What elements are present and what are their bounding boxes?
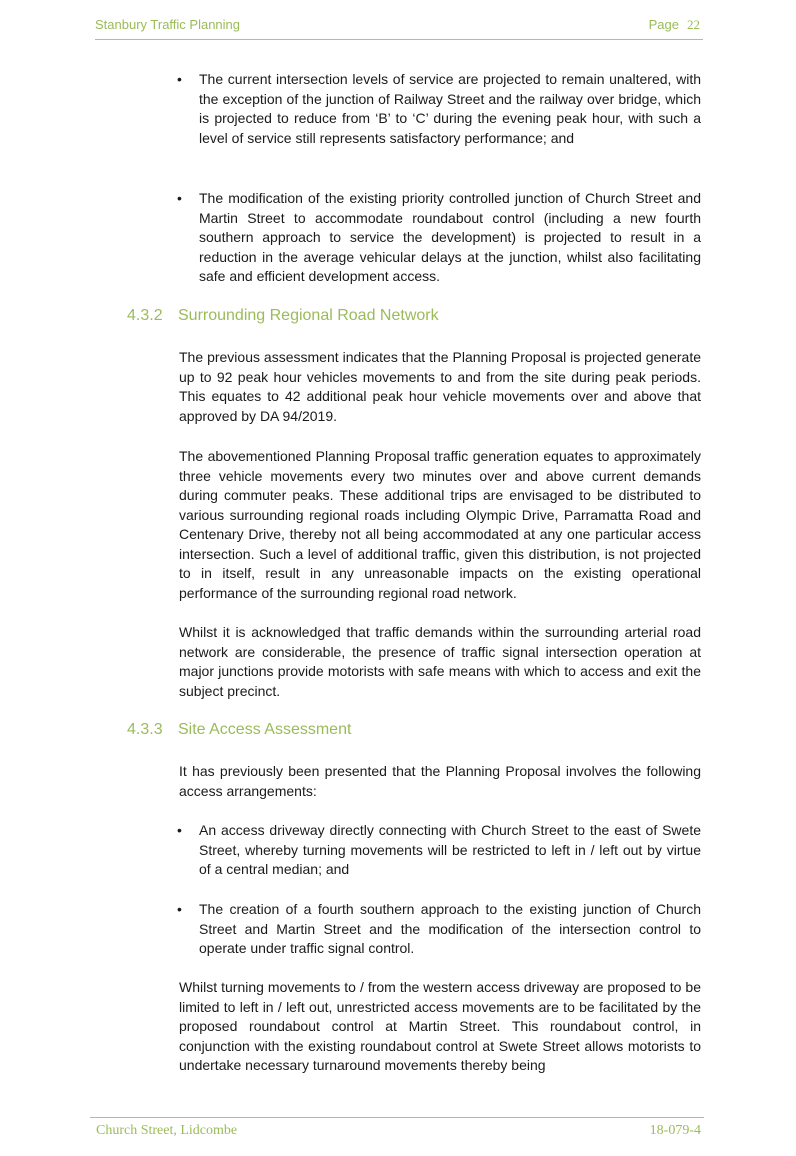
section-title: Surrounding Regional Road Network (178, 307, 439, 324)
bullet-marker: • (177, 71, 182, 87)
header-company: Stanbury Traffic Planning (95, 17, 241, 32)
bullet-item: The current intersection levels of service are projected to remain unaltered, with the exception of the junction of Railway Street and the railway over bridge, which is projected to reduce from ‘B’ to ‘C’ during the evening peak hour, with such a level of service still represents satisfactory performance; and (199, 71, 701, 146)
footer-reference: 18-079-4 (649, 1123, 701, 1138)
section-number: 4.3.2 (127, 307, 163, 324)
section-heading-4-3-2 (127, 307, 439, 325)
bullet-item: An access driveway directly connecting with Church Street to the east of Swete Street, whereby turning movements will be restricted to left in / left out by virtue of a central median; and (199, 822, 701, 878)
paragraph: The previous assessment indicates that the Planning Proposal is projected generate up to 92 peak hour vehicles movements to and from the site during peak periods. This equates to 42 additional peak hour vehicle movements over and above that approved by DA 94/2019. (179, 349, 701, 424)
footer-location: Church Street, Lidcombe (96, 1123, 238, 1138)
paragraph: Whilst it is acknowledged that traffic demands within the surrounding arterial road network are considerable, the presence of traffic signal intersection operation at major junctions provide motorists with safe means with which to access and exit the subject precinct. (179, 624, 701, 699)
page-footer (90, 1117, 704, 1142)
header-page-label: Page (648, 17, 679, 32)
page-header (95, 17, 703, 40)
section-heading-4-3-3 (127, 721, 351, 739)
section-number: 4.3.3 (127, 721, 163, 738)
paragraph: Whilst turning movements to / from the western access driveway are proposed to be limited to left in / left out, unrestricted access movements are to be facilitated by the proposed roundabout control at Martin Street. This roundabout control, in conjunction with the existing roundabout control at Swete Street allows motorists to undertake necessary turnaround movements thereby being (179, 979, 701, 1073)
bullet-marker: • (177, 901, 182, 917)
paragraph: It has previously been presented that the Planning Proposal involves the following access arrangements: (179, 763, 701, 799)
bullet-marker: • (177, 822, 182, 838)
bullet-item: The creation of a fourth southern approach to the existing junction of Church Street and Martin Street and the modification of the intersection control to operate under traffic signal control. (199, 901, 701, 957)
header-page (649, 17, 700, 33)
paragraph: The abovementioned Planning Proposal traffic generation equates to approximately three vehicle movements every two minutes over and above current demands during commuter peaks. These additional trips are envisaged to be distributed to various surrounding regional roads including Olympic Drive, Parramatta Road and Centenary Drive, thereby not all being accommodated at any one particular access intersection. Such a level of additional traffic, given this distribution, is not projected to in itself, result in any unreasonable impacts on the existing operational performance of the surrounding regional road network. (179, 448, 701, 601)
header-page-number: 22 (687, 17, 700, 32)
bullet-marker: • (177, 190, 182, 206)
bullet-item: The modification of the existing priority controlled junction of Church Street and Martin Street to accommodate roundabout control (including a new fourth southern approach to service the development) is projected to result in a reduction in the average vehicular delays at the junction, whilst also facilitating safe and efficient development access. (199, 190, 701, 285)
section-title: Site Access Assessment (178, 721, 352, 738)
